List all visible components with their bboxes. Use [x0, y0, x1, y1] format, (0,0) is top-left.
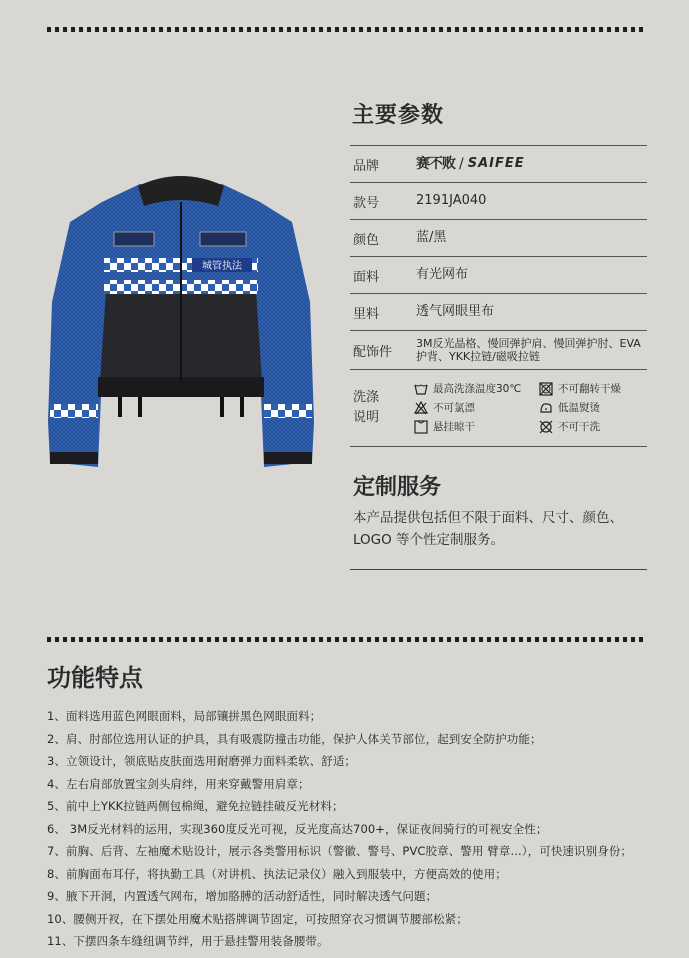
left-cuff-reflective [50, 404, 98, 418]
top-dotted-divider [47, 27, 647, 32]
param-label: 颜色 [353, 232, 380, 248]
features-list [47, 705, 647, 953]
features-title: 功能特点 [47, 664, 143, 692]
feature-item: 11、下摆四条车缝纽调节绊，用于悬挂警用装备腰带。 [47, 934, 329, 948]
feature-item: 9、腋下开洞，内置透气网布，增加胳膊的活动舒适性，同时解决透气问题； [47, 889, 438, 903]
param-value: 蓝/黑 [416, 230, 447, 245]
param-label: 面料 [353, 269, 380, 285]
wash-item: 不可干洗 [539, 420, 639, 434]
param-value: 3M反光晶格、慢回弹护肩、慢回弹护肘、EVA护背、YKK拉链/磁吸拉链 [416, 337, 641, 363]
feature-item: 2、肩、肘部位选用认证的护具，具有吸震防撞击功能，保护人体关节部位，起到安全防护功能； [47, 731, 542, 746]
wash-item: 不可氯漂 [414, 401, 539, 415]
param-row-accessories [350, 331, 647, 370]
param-row-model [350, 183, 647, 220]
param-value: 透气网眼里布 [416, 304, 495, 319]
param-row-color [350, 220, 647, 257]
low-iron-icon [539, 401, 553, 415]
param-value: 2191JA040 [416, 193, 487, 208]
wash-item: 低温熨烫 [539, 401, 639, 415]
feature-item: 10、腰侧开衩，在下摆处用魔术贴搭牌调节固定，可按照穿衣习惯调节腰部松紧； [47, 911, 468, 926]
no-tumble-dry-icon [539, 382, 553, 396]
param-row-lining [350, 294, 647, 331]
wash-item: 悬挂晾干 [414, 420, 539, 434]
brand-en: SAIFEE [467, 156, 525, 171]
wash-item: 不可翻转干燥 [539, 382, 639, 396]
feature-item: 8、前胸面布耳仔，将执勤工具（对讲机、执法记录仪）融入到服装中，方便高效的使用； [47, 866, 507, 881]
wash-item: 最高洗涤温度30℃ [414, 382, 539, 396]
brand-sep: / [459, 156, 464, 172]
brand-logo [408, 157, 647, 171]
param-row-washing [350, 370, 647, 447]
brand-cn: 赛不败 [416, 156, 455, 172]
no-dry-clean-icon [539, 420, 553, 434]
param-label: 配饰件 [353, 344, 393, 360]
feature-item: 4、左右肩部放置宝剑头肩绊，用来穿戴警用肩章； [47, 776, 310, 791]
params-title: 主要参数 [352, 103, 445, 128]
no-bleach-icon [414, 401, 428, 415]
custom-service-title: 定制服务 [353, 475, 442, 500]
washing-instructions [408, 378, 647, 438]
right-cuff-reflective [264, 404, 312, 418]
middle-dotted-divider [47, 637, 647, 642]
feature-item: 1、面料选用蓝色网眼面料，局部镶拼黑色网眼面料； [47, 709, 322, 723]
custom-service-text: 本产品提供包括但不限于面料、尺寸、颜色、LOGO 等个性定制服务。 [353, 510, 623, 548]
section-divider [350, 569, 647, 570]
jacket-badge-text: 城管执法 [202, 261, 242, 272]
wash-30-icon [414, 382, 428, 396]
jacket-illustration [40, 172, 322, 472]
param-label: 洗涤 说明 [353, 390, 380, 425]
param-label: 品牌 [353, 158, 380, 174]
param-label: 里料 [353, 306, 380, 322]
param-value: 有光网布 [416, 267, 469, 282]
param-label: 款号 [353, 195, 380, 211]
param-row-fabric [350, 257, 647, 294]
feature-item: 5、前中上YKK拉链两侧包棉绳，避免拉链挂破反光材料； [47, 799, 344, 813]
feature-item: 6、 3M反光材料的运用，实现360度反光可视，反光度高达700+，保证夜间骑行的可视安全性； [47, 821, 548, 836]
hang-dry-icon [414, 420, 428, 434]
feature-item: 7、前胸、后背、左袖魔术贴设计，展示各类警用标识（警徽、警号、PVC胶章、警用 臂章...），可快速识别身份； [47, 844, 633, 858]
feature-item: 3、立领设计，领底贴皮肤面选用耐磨弹力面料柔软、舒适； [47, 754, 357, 768]
param-row-brand [350, 146, 647, 183]
params-table [350, 145, 647, 447]
